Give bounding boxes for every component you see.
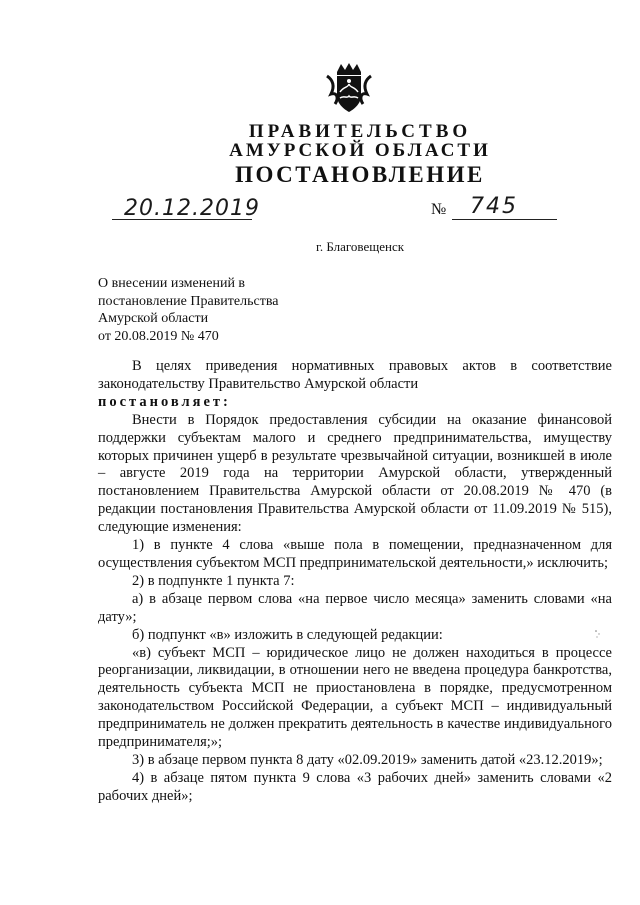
body-paragraph: «в) субъект МСП – юридическое лицо не должен находиться в процессе реорганизации, ликвидации, в отношении него не введена процедура банкротства, деятельность субъекта МСП не приостановлена в порядке, предусмотренном законодательством Российской Федерации, а субъект МСП – индивидуальный предприниматель не должен прекратить деятельность в качестве индивидуального предпринимателя;»; bbox=[98, 644, 612, 751]
body-paragraph: 1) в пункте 4 слова «выше пола в помещении, предназначенном для осуществления субъектом МСП предпринимательской деятельности,» исключить; bbox=[98, 537, 612, 571]
region-title: АМУРСКОЙ ОБЛАСТИ bbox=[229, 140, 491, 161]
subject-line: от 20.08.2019 № 470 bbox=[98, 328, 219, 344]
body-paragraph: 3) в абзаце первом пункта 8 дату «02.09.2019» заменить датой «23.12.2019»; bbox=[132, 751, 603, 768]
handwritten-number: 745 bbox=[470, 194, 518, 219]
body-paragraph: 4) в абзаце пятом пункта 9 слова «3 рабочих дней» заменить словами «2 рабочих дней»; bbox=[98, 769, 612, 804]
date-underline bbox=[112, 219, 252, 220]
number-underline bbox=[452, 219, 557, 220]
document-body bbox=[98, 358, 612, 806]
document-type: ПОСТАНОВЛЕНИЕ bbox=[235, 162, 485, 187]
subject-block bbox=[98, 275, 278, 345]
number-label: № bbox=[431, 201, 447, 218]
subject-line: постановление Правительства bbox=[98, 293, 279, 309]
body-paragraph: Внести в Порядок предоставления субсидии на оказание финансовой поддержки субъектам малого и среднего предпринимательства, имуществу которых причинен ущерб в результате чрезвычайной ситуации, возникшей в июле – августе 2019 года на территории Амурской области, утвержденный постановлением Правительства Амурской области от 20.08.2019 № 470 (в редакции постановления Правительства Амурской области от 11.09.2019 № 515), следующие изменения: bbox=[98, 411, 612, 536]
resolves-word: постановляет: bbox=[98, 393, 231, 410]
subject-line: Амурской области bbox=[98, 311, 209, 326]
city-name: г. Благовещенск bbox=[315, 239, 405, 254]
coat-of-arms-icon bbox=[325, 62, 373, 114]
body-paragraph: 2) в подпункте 1 пункта 7: bbox=[132, 572, 295, 589]
handwritten-date: 20.12.2019 bbox=[124, 196, 260, 221]
subject-line: О внесении изменений в bbox=[98, 276, 246, 291]
body-paragraph: а) в абзаце первом слова «на первое число месяца» заменить словами «на дату»; bbox=[98, 590, 612, 625]
preamble-paragraph: В целях приведения нормативных правовых актов в соответствие законодательству Правительство Амурской области bbox=[98, 358, 612, 392]
scan-speck bbox=[593, 628, 603, 640]
government-title: ПРАВИТЕЛЬСТВО bbox=[248, 121, 472, 142]
body-paragraph: б) подпункт «в» изложить в следующей редакции: bbox=[132, 626, 443, 643]
